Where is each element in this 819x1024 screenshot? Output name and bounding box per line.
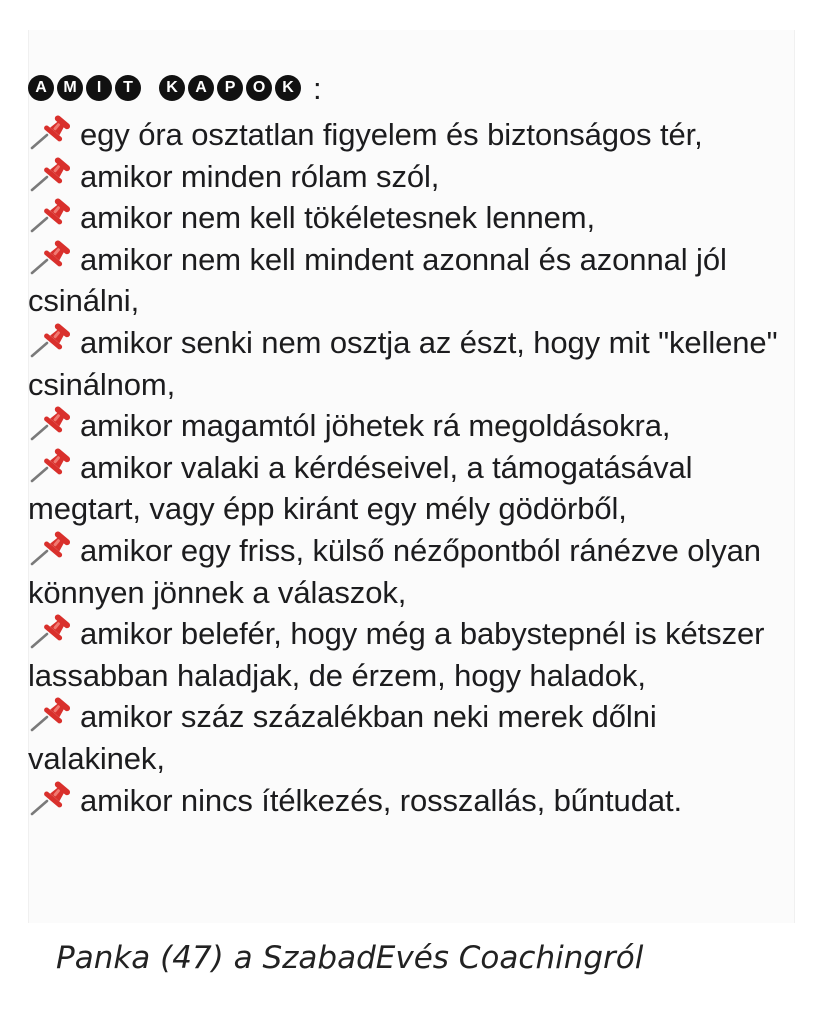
pushpin-icon <box>28 406 74 442</box>
list-item <box>28 613 798 696</box>
heading-word-amit <box>28 75 141 101</box>
list-item <box>28 530 798 613</box>
heading-amit-kapok <box>28 66 798 110</box>
list-item-text: amikor minden rólam szól, <box>80 158 440 194</box>
pushpin-icon <box>28 157 74 193</box>
pushpin-icon <box>28 198 74 234</box>
heading-word-kapok <box>159 75 301 101</box>
list-item-text: amikor belefér, hogy még a babystepnél is kétszer lassabban haladjak, de érzem, hogy haladok, <box>28 616 765 693</box>
circled-letter: A <box>188 75 214 101</box>
list-item <box>28 696 798 779</box>
list-item-text: amikor egy friss, külső nézőpontból ránézve olyan könnyen jönnek a válaszok, <box>28 532 761 610</box>
list-item <box>28 322 798 405</box>
list-item-text: amikor száz százalékban neki merek dőlni valakinek, <box>28 699 657 776</box>
pushpin-icon <box>28 614 74 650</box>
circled-letter: T <box>115 75 141 101</box>
list-item-text: amikor valaki a kérdéseivel, a támogatásával megtart, vagy épp kiránt egy mély gödörből, <box>28 449 693 527</box>
circled-letter: K <box>159 75 185 101</box>
pushpin-icon <box>28 240 74 276</box>
list-item <box>28 197 798 239</box>
heading-colon: : <box>313 70 322 106</box>
circled-letter: I <box>86 75 112 101</box>
benefit-list <box>28 114 798 821</box>
circled-letter: M <box>57 75 83 101</box>
pushpin-icon <box>28 697 74 733</box>
list-item <box>28 780 798 822</box>
pushpin-icon <box>28 115 74 151</box>
pushpin-icon <box>28 781 74 817</box>
circled-letter: K <box>275 75 301 101</box>
post-content <box>28 66 798 821</box>
pushpin-icon <box>28 448 74 484</box>
list-item <box>28 405 798 447</box>
list-item <box>28 447 798 530</box>
pushpin-icon <box>28 323 74 359</box>
circled-letter: O <box>246 75 272 101</box>
list-item-text: amikor nem kell mindent azonnal és azonnal jól csinálni, <box>28 241 727 319</box>
list-item <box>28 239 798 322</box>
circled-letter: P <box>217 75 243 101</box>
list-item-text: amikor nem kell tökéletesnek lennem, <box>80 200 596 236</box>
list-item <box>28 156 798 198</box>
list-item-text: amikor senki nem osztja az észt, hogy mit "kellene" csinálnom, <box>28 324 778 402</box>
list-item-text: amikor magamtól jöhetek rá megoldásokra, <box>80 408 671 444</box>
list-item-text: amikor nincs ítélkezés, rosszallás, bűntudat. <box>80 782 682 818</box>
list-item <box>28 114 798 156</box>
pushpin-icon <box>28 531 74 567</box>
circled-letter: A <box>28 75 54 101</box>
list-item-text: egy óra osztatlan figyelem és biztonságos tér, <box>80 117 703 152</box>
testimonial-caption: Panka (47) a SzabadEvés Coachingról <box>56 940 644 976</box>
